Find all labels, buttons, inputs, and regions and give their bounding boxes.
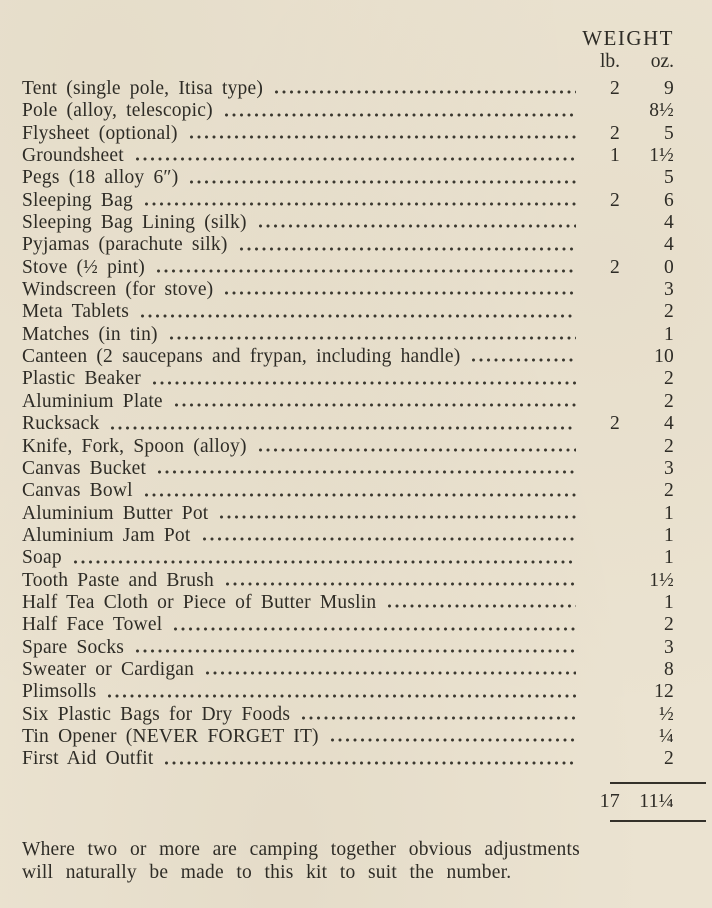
item-oz: 5 bbox=[664, 167, 674, 189]
item-label: Stove (½ pint) bbox=[22, 256, 145, 278]
item-label: Knife, Fork, Spoon (alloy) bbox=[22, 435, 247, 457]
item-oz: 2 bbox=[664, 368, 674, 390]
table-row bbox=[22, 748, 674, 770]
table-row bbox=[22, 547, 674, 569]
table-row bbox=[22, 391, 674, 413]
dot-leader bbox=[74, 559, 576, 565]
table-row bbox=[22, 324, 674, 346]
table-row bbox=[22, 100, 674, 122]
item-label: Pole (alloy, telescopic) bbox=[22, 100, 213, 122]
item-label: Canvas Bowl bbox=[22, 480, 133, 502]
table-row bbox=[22, 525, 674, 547]
item-lb: 2 bbox=[610, 78, 620, 99]
item-oz: 4 bbox=[664, 413, 674, 435]
table-row bbox=[22, 480, 674, 502]
item-oz: 6 bbox=[664, 189, 674, 211]
weight-units-row bbox=[22, 50, 674, 74]
table-row bbox=[22, 503, 674, 525]
footer-note bbox=[22, 838, 674, 885]
item-oz: 3 bbox=[664, 636, 674, 658]
dot-leader bbox=[136, 648, 576, 654]
table-row bbox=[22, 726, 674, 748]
dot-leader bbox=[111, 425, 576, 431]
item-oz: 1 bbox=[664, 591, 674, 613]
item-oz: ¼ bbox=[659, 725, 674, 747]
item-oz: 4 bbox=[664, 212, 674, 234]
dot-leader bbox=[203, 536, 577, 542]
item-label: Six Plastic Bags for Dry Foods bbox=[22, 703, 291, 725]
table-row bbox=[22, 681, 674, 703]
item-lb: 2 bbox=[610, 189, 620, 211]
item-oz: 3 bbox=[664, 457, 674, 479]
item-oz: 1 bbox=[664, 502, 674, 524]
item-label: Pegs (18 alloy 6″) bbox=[22, 167, 179, 189]
item-label: Canteen (2 saucepans and frypan, including handle) bbox=[22, 346, 461, 368]
table-row bbox=[22, 592, 674, 614]
item-label: Windscreen (for stove) bbox=[22, 279, 214, 301]
item-oz: 2 bbox=[664, 435, 674, 457]
item-label: Pyjamas (parachute silk) bbox=[22, 234, 228, 256]
item-oz: 2 bbox=[664, 748, 674, 770]
item-label: Half Face Towel bbox=[22, 614, 163, 636]
item-oz: 9 bbox=[664, 78, 674, 99]
unit-label-oz: oz. bbox=[650, 51, 674, 72]
dot-leader bbox=[275, 89, 576, 95]
dot-leader bbox=[175, 402, 576, 408]
item-lb: 2 bbox=[610, 122, 620, 144]
item-oz: 10 bbox=[654, 346, 674, 368]
footer-line-2: will naturally be made to this kit to suit the number. bbox=[22, 862, 512, 884]
item-label: Groundsheet bbox=[22, 145, 124, 167]
item-oz: 2 bbox=[664, 390, 674, 412]
item-label: Tin Opener (NEVER FORGET IT) bbox=[22, 725, 319, 747]
total-block bbox=[22, 782, 674, 822]
unit-label-lb: lb. bbox=[599, 51, 620, 72]
dot-leader bbox=[259, 223, 576, 229]
item-label: Sweater or Cardigan bbox=[22, 658, 195, 680]
item-label: Matches (in tin) bbox=[22, 323, 158, 345]
dot-leader bbox=[153, 380, 576, 386]
dot-leader bbox=[165, 760, 576, 766]
table-row bbox=[22, 190, 674, 212]
table-row bbox=[22, 257, 674, 279]
total-rule-bottom bbox=[610, 820, 706, 822]
weight-header bbox=[22, 26, 674, 74]
table-row bbox=[22, 212, 674, 234]
table-row bbox=[22, 234, 674, 256]
item-oz: 1 bbox=[664, 323, 674, 345]
item-label: Meta Tablets bbox=[22, 301, 130, 323]
dot-leader bbox=[157, 268, 576, 274]
dot-leader bbox=[170, 335, 576, 341]
table-row bbox=[22, 123, 674, 145]
dot-leader bbox=[136, 156, 576, 162]
item-oz: 4 bbox=[664, 234, 674, 256]
total-rule-top bbox=[610, 782, 706, 784]
table-row bbox=[22, 704, 674, 726]
item-oz: 8½ bbox=[649, 100, 674, 122]
item-label: Sleeping Bag bbox=[22, 189, 133, 211]
table-row bbox=[22, 145, 674, 167]
table-row bbox=[22, 167, 674, 189]
dot-leader bbox=[302, 715, 576, 721]
table-row bbox=[22, 301, 674, 323]
table-row bbox=[22, 279, 674, 301]
item-label: Plimsolls bbox=[22, 681, 97, 703]
dot-leader bbox=[225, 112, 576, 118]
item-label: Spare Socks bbox=[22, 636, 125, 658]
dot-leader bbox=[145, 492, 576, 498]
item-label: Aluminium Plate bbox=[22, 390, 163, 412]
item-label: Canvas Bucket bbox=[22, 457, 147, 479]
table-row bbox=[22, 368, 674, 390]
item-oz: 8 bbox=[664, 658, 674, 680]
weight-table-body bbox=[22, 78, 674, 771]
dot-leader bbox=[145, 201, 576, 207]
item-label: Tooth Paste and Brush bbox=[22, 569, 214, 591]
item-oz: 1 bbox=[664, 524, 674, 546]
item-label: Aluminium Jam Pot bbox=[22, 524, 191, 546]
item-label: First Aid Outfit bbox=[22, 748, 154, 770]
total-row bbox=[22, 788, 674, 814]
item-oz: 1½ bbox=[649, 569, 674, 591]
dot-leader bbox=[388, 603, 576, 609]
table-row bbox=[22, 78, 674, 100]
item-oz: 1½ bbox=[649, 145, 674, 167]
item-label: Rucksack bbox=[22, 413, 100, 435]
item-oz: 12 bbox=[654, 681, 674, 703]
dot-leader bbox=[259, 447, 576, 453]
item-label: Aluminium Butter Pot bbox=[22, 502, 209, 524]
table-row bbox=[22, 570, 674, 592]
item-oz: 3 bbox=[664, 279, 674, 301]
dot-leader bbox=[206, 670, 576, 676]
table-row bbox=[22, 346, 674, 368]
item-oz: 0 bbox=[664, 256, 674, 278]
item-oz: 2 bbox=[664, 301, 674, 323]
item-oz: 2 bbox=[664, 614, 674, 636]
table-row bbox=[22, 614, 674, 636]
item-label: Flysheet (optional) bbox=[22, 122, 178, 144]
total-lb: 17 bbox=[599, 789, 620, 812]
dot-leader bbox=[331, 737, 576, 743]
item-lb: 1 bbox=[610, 145, 620, 167]
dot-leader bbox=[108, 693, 576, 699]
item-label: Tent (single pole, Itisa type) bbox=[22, 78, 264, 99]
weight-column-title: WEIGHT bbox=[582, 26, 674, 50]
dot-leader bbox=[226, 581, 576, 587]
item-label: Soap bbox=[22, 547, 62, 569]
table-row bbox=[22, 413, 674, 435]
dot-leader bbox=[158, 469, 576, 475]
item-oz: ½ bbox=[659, 703, 674, 725]
dot-leader bbox=[240, 246, 576, 252]
dot-leader bbox=[220, 514, 576, 520]
footer-line-1: Where two or more are camping together obvious adjustments bbox=[22, 838, 580, 860]
table-row bbox=[22, 436, 674, 458]
table-row bbox=[22, 637, 674, 659]
dot-leader bbox=[141, 313, 576, 319]
table-row bbox=[22, 659, 674, 681]
dot-leader bbox=[225, 290, 576, 296]
table-row bbox=[22, 458, 674, 480]
item-oz: 1 bbox=[664, 547, 674, 569]
item-oz: 5 bbox=[664, 122, 674, 144]
item-lb: 2 bbox=[610, 256, 620, 278]
item-label: Plastic Beaker bbox=[22, 368, 141, 390]
item-oz: 2 bbox=[664, 480, 674, 502]
dot-leader bbox=[174, 626, 576, 632]
item-lb: 2 bbox=[610, 413, 620, 435]
dot-leader bbox=[190, 179, 576, 185]
dot-leader bbox=[190, 134, 576, 140]
total-leader-spacer bbox=[34, 803, 576, 809]
total-oz: 11¼ bbox=[639, 789, 674, 812]
item-label: Half Tea Cloth or Piece of Butter Muslin bbox=[22, 591, 377, 613]
item-label: Sleeping Bag Lining (silk) bbox=[22, 212, 247, 234]
dot-leader bbox=[472, 357, 576, 363]
